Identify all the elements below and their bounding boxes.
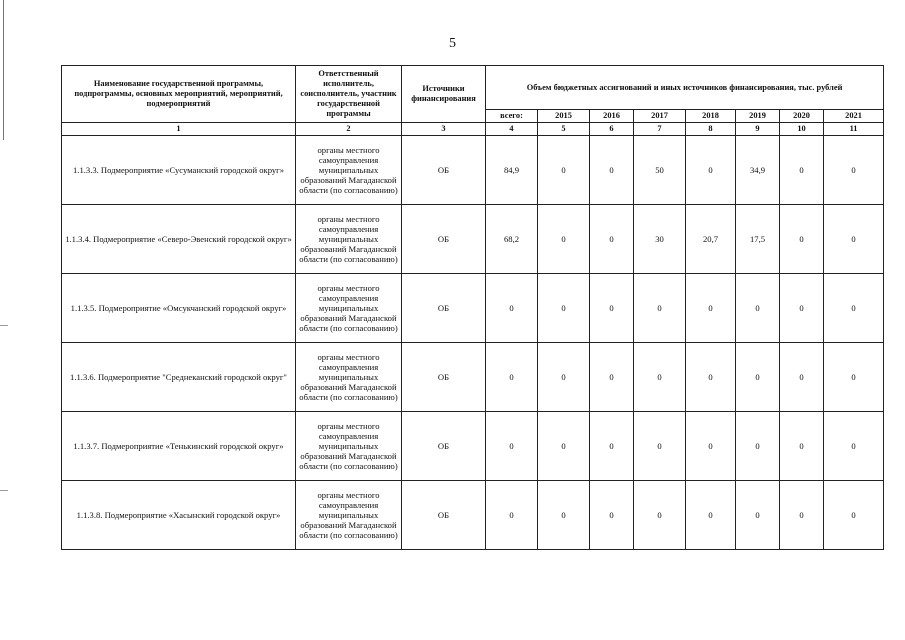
table-row [62, 481, 884, 550]
table-row [62, 412, 884, 481]
row-year-value: 0 [634, 274, 686, 343]
row-source: ОБ [402, 343, 486, 412]
row-total: 84,9 [486, 136, 538, 205]
table-row [62, 205, 884, 274]
row-year-value: 0 [780, 274, 824, 343]
row-name: 1.1.3.8. Подмероприятие «Хасынский городской округ» [62, 481, 296, 550]
scan-edge-mark [0, 490, 8, 491]
header-volume: Объем бюджетных ассигнований и иных источников финансирования, тыс. рублей [486, 66, 884, 110]
row-year-value: 0 [590, 412, 634, 481]
row-name: 1.1.3.3. Подмероприятие «Сусуманский городской округ» [62, 136, 296, 205]
row-year-value: 0 [538, 205, 590, 274]
row-year-value: 0 [824, 205, 884, 274]
row-year-value: 0 [824, 481, 884, 550]
row-year-value: 0 [824, 412, 884, 481]
row-year-value: 0 [780, 412, 824, 481]
column-number: 8 [686, 123, 736, 136]
column-number: 3 [402, 123, 486, 136]
row-year-value: 0 [736, 274, 780, 343]
header-name: Наименование государственной программы, подпрограммы, основных мероприятий, мероприятий, подмероприятий [62, 66, 296, 123]
row-year-value: 0 [634, 412, 686, 481]
row-executor: органы местного самоуправления муниципальных образований Магаданской области (по согласованию) [296, 136, 402, 205]
row-year-value: 0 [824, 343, 884, 412]
row-year-value: 20,7 [686, 205, 736, 274]
column-number: 11 [824, 123, 884, 136]
column-number: 6 [590, 123, 634, 136]
header-year: 2015 [538, 110, 590, 123]
row-year-value: 0 [736, 481, 780, 550]
row-year-value: 0 [634, 481, 686, 550]
column-number: 7 [634, 123, 686, 136]
page-number: 5 [449, 36, 456, 51]
row-year-value: 0 [736, 412, 780, 481]
row-year-value: 0 [590, 136, 634, 205]
row-total: 0 [486, 343, 538, 412]
row-source: ОБ [402, 205, 486, 274]
column-number: 10 [780, 123, 824, 136]
row-year-value: 30 [634, 205, 686, 274]
row-year-value: 17,5 [736, 205, 780, 274]
row-source: ОБ [402, 136, 486, 205]
row-year-value: 0 [538, 343, 590, 412]
row-source: ОБ [402, 274, 486, 343]
row-year-value: 0 [780, 481, 824, 550]
row-source: ОБ [402, 481, 486, 550]
table-row [62, 136, 884, 205]
row-executor: органы местного самоуправления муниципальных образований Магаданской области (по согласованию) [296, 343, 402, 412]
row-year-value: 0 [590, 205, 634, 274]
scan-edge-mark [0, 325, 8, 326]
header-year: 2016 [590, 110, 634, 123]
budget-table [61, 65, 884, 550]
row-total: 0 [486, 274, 538, 343]
row-year-value: 0 [736, 343, 780, 412]
row-year-value: 0 [780, 343, 824, 412]
header-year: 2019 [736, 110, 780, 123]
row-year-value: 0 [590, 343, 634, 412]
column-number: 2 [296, 123, 402, 136]
row-year-value: 0 [780, 136, 824, 205]
row-executor: органы местного самоуправления муниципальных образований Магаданской области (по согласованию) [296, 412, 402, 481]
row-total: 68,2 [486, 205, 538, 274]
row-year-value: 0 [686, 136, 736, 205]
row-total: 0 [486, 412, 538, 481]
row-year-value: 34,9 [736, 136, 780, 205]
row-year-value: 0 [590, 274, 634, 343]
scan-edge-line [3, 0, 4, 140]
row-year-value: 0 [634, 343, 686, 412]
row-executor: органы местного самоуправления муниципальных образований Магаданской области (по согласованию) [296, 274, 402, 343]
row-executor: органы местного самоуправления муниципальных образований Магаданской области (по согласованию) [296, 481, 402, 550]
row-year-value: 0 [538, 481, 590, 550]
row-year-value: 0 [824, 136, 884, 205]
column-number-row [62, 123, 884, 136]
column-number: 9 [736, 123, 780, 136]
row-source: ОБ [402, 412, 486, 481]
row-year-value: 0 [538, 274, 590, 343]
header-year: 2018 [686, 110, 736, 123]
column-number: 4 [486, 123, 538, 136]
header-year: 2021 [824, 110, 884, 123]
row-name: 1.1.3.6. Подмероприятие "Среднеканский городской округ" [62, 343, 296, 412]
row-year-value: 0 [590, 481, 634, 550]
table-row [62, 274, 884, 343]
header-total: всего: [486, 110, 538, 123]
column-number: 5 [538, 123, 590, 136]
row-year-value: 0 [686, 274, 736, 343]
row-name: 1.1.3.4. Подмероприятие «Северо-Эвенский городской округ» [62, 205, 296, 274]
row-year-value: 0 [686, 412, 736, 481]
column-number: 1 [62, 123, 296, 136]
table-row [62, 343, 884, 412]
row-year-value: 0 [538, 136, 590, 205]
row-year-value: 0 [686, 481, 736, 550]
row-total: 0 [486, 481, 538, 550]
header-year: 2017 [634, 110, 686, 123]
row-year-value: 0 [686, 343, 736, 412]
header-executor: Ответственный исполнитель, соисполнитель, участник государственной программы [296, 66, 402, 123]
header-year: 2020 [780, 110, 824, 123]
row-name: 1.1.3.7. Подмероприятие «Тенькинский городской округ» [62, 412, 296, 481]
row-executor: органы местного самоуправления муниципальных образований Магаданской области (по согласованию) [296, 205, 402, 274]
row-year-value: 0 [780, 205, 824, 274]
row-year-value: 0 [824, 274, 884, 343]
header-source: Источники финансирования [402, 66, 486, 123]
row-year-value: 0 [538, 412, 590, 481]
row-year-value: 50 [634, 136, 686, 205]
row-name: 1.1.3.5. Подмероприятие «Омсукчанский городской округ» [62, 274, 296, 343]
